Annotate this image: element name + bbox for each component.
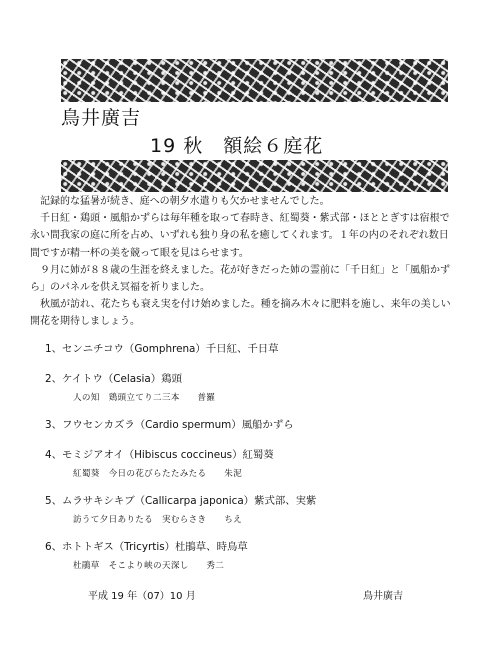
decorative-pattern-band-bottom: [61, 160, 448, 192]
author-heading: 鳥井廣吉: [61, 107, 142, 129]
paragraph: 千日紅・鶏頭・風船かずらは毎年種を取って春時き、紅蜀葵・紫式部・ほととぎすは宿根で永い間我家の庭に所を占め、いずれも独り身の私を癒してくれます。１年の内のそれぞれ数日間ですが精一杯の美を競って眼を見はらせます。: [30, 213, 450, 259]
body-text: [30, 193, 455, 331]
list-item: [45, 416, 294, 431]
haiku-line: 訪うて夕日ありたる 実むらさき ちえ: [73, 515, 242, 525]
item-label: 1、センニチコウ（Gomphrena）千日紅、千日草: [45, 343, 279, 355]
item-label: 6、ホトトギス（Tricyrtis）杜鵑草、時鳥草: [45, 541, 248, 553]
item-label: 4、モミジアオイ（Hibiscus coccineus）紅蜀葵: [45, 449, 274, 461]
page-title: 19 秋 額絵６庭花: [150, 135, 324, 157]
paragraph: 記録的な猛暑が続き、庭への朝夕水遣りも欠かせませんでした。: [40, 196, 330, 207]
list-item: [45, 492, 316, 525]
footer-date: 平成 19 年（07）10 月: [88, 591, 196, 602]
footer-author: 鳥井廣吉: [363, 591, 403, 602]
list-item: [45, 538, 248, 571]
haiku-line: 紅蜀葵 今日の花びらたたみたる 朱泥: [73, 469, 242, 479]
paragraph: 秋風が訪れ、花たちも衰え実を付け始めました。種を摘み木々に肥料を施し、来年の美しい開花を期待しましょう。: [30, 299, 451, 328]
list-item: [45, 340, 279, 355]
haiku-line: 人の知 鶏頭立てり二三本 普羅: [73, 393, 216, 403]
item-label: 2、ケイトウ（Celasia）鶏頭: [45, 373, 182, 385]
paragraph: ９月に姉が８８歳の生涯を終えました。花が好きだった姉の霊前に「千日紅」と「風船かずら」のパネルを供え冥福を祈りました。: [30, 264, 450, 294]
item-label: 3、フウセンカズラ（Cardio spermum）風船かずら: [45, 419, 294, 431]
item-label: 5、ムラサキシキブ（Callicarpa japonica）紫式部、実紫: [45, 495, 317, 507]
list-item: [45, 370, 215, 403]
haiku-line: 杜鵑草 そこより峡の天深し 秀二: [73, 561, 225, 571]
list-item: [45, 446, 274, 479]
decorative-pattern-band-top: [61, 59, 448, 102]
